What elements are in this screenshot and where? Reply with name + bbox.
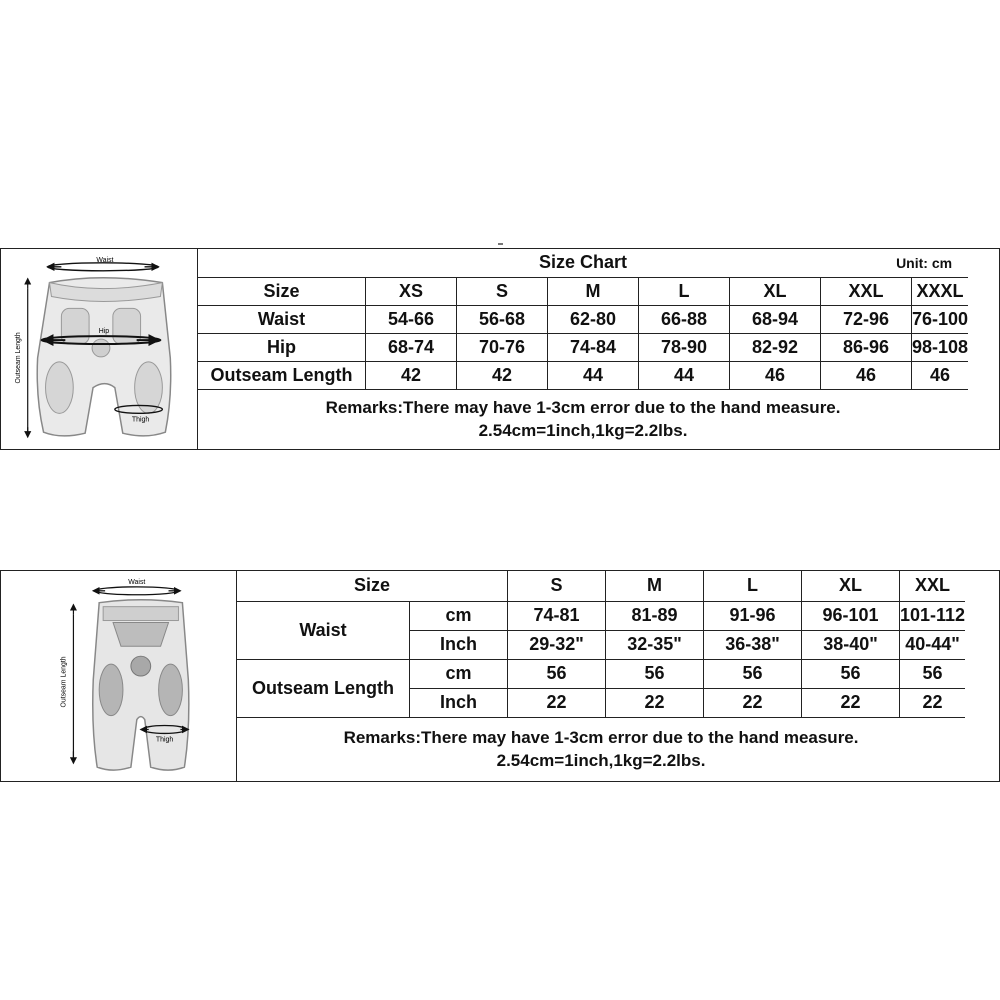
table-cell: 56-68 [457,305,548,333]
unit-cell: Inch [410,630,508,659]
header-cell: XXL [900,571,966,601]
unit-cell: cm [410,601,508,630]
header-cell: XXXL [912,277,969,305]
table-cell: 56 [802,659,900,688]
table-cell: 46 [730,361,821,389]
conversion-text: 2.54cm=1inch,1kg=2.2lbs. [496,751,706,771]
table-cell: 66-88 [639,305,730,333]
table-cell: 56 [704,659,802,688]
table-cell: 54-66 [366,305,457,333]
remarks-text: Remarks:There may have 1-3cm error due to the hand measure. [343,728,859,748]
table-cell: 101-112 [900,601,966,630]
table-header-row [198,277,969,305]
table-cell: 22 [508,688,606,717]
table-cell: 56 [508,659,606,688]
table-cell: 32-35" [606,630,704,659]
size-table-1 [197,249,968,449]
thigh-figure-label: Thigh [131,416,150,424]
table-cell: 29-32" [508,630,606,659]
size-table-2 [236,571,965,781]
table-cell: 22 [704,688,802,717]
measurement-figure-1 [1,249,198,449]
conversion-text: 2.54cm=1inch,1kg=2.2lbs. [478,421,688,441]
table-cell: 70-76 [457,333,548,361]
table-cell: 38-40" [802,630,900,659]
table-row [198,361,969,389]
header-cell: XL [802,571,900,601]
header-cell: L [704,571,802,601]
row-label: Waist [198,305,366,333]
table-cell: 22 [802,688,900,717]
remarks-cell [198,389,969,449]
table-cell: 44 [639,361,730,389]
table-cell: 78-90 [639,333,730,361]
thigh-figure-label: Thigh [155,736,174,744]
table-cell: 46 [821,361,912,389]
header-cell: L [639,277,730,305]
outseam-figure-label: Outseam Length [60,656,68,708]
table-title-cell [198,249,969,277]
unit-cell: cm [410,659,508,688]
row-group-label: Waist [237,601,410,659]
table-cell: 68-94 [730,305,821,333]
header-cell: Size [198,277,366,305]
table-cell: 46 [912,361,969,389]
table-row [237,659,966,688]
header-cell: XXL [821,277,912,305]
table-cell: 91-96 [704,601,802,630]
table-cell: 42 [457,361,548,389]
hip-protector-shorts-icon [1,249,197,449]
measurement-figure-2 [1,571,237,781]
table-cell: 81-89 [606,601,704,630]
header-cell: XS [366,277,457,305]
table-cell: 42 [366,361,457,389]
table-cell: 56 [606,659,704,688]
remarks-cell [237,717,966,781]
header-cell: Size [237,571,508,601]
table-cell: 68-74 [366,333,457,361]
table-header-row [237,571,966,601]
table-cell: 22 [606,688,704,717]
unit-label: Unit: cm [896,255,953,271]
table-cell: 72-96 [821,305,912,333]
table-cell: 76-100 [912,305,969,333]
table-cell: 86-96 [821,333,912,361]
size-chart-2 [0,570,1000,782]
size-chart-1 [0,248,1000,450]
header-cell: S [508,571,606,601]
table-title: Size Chart [539,252,628,273]
row-label: Hip [198,333,366,361]
table-row [237,601,966,630]
outseam-figure-label: Outseam Length [14,332,22,384]
header-cell: S [457,277,548,305]
remarks-text: Remarks:There may have 1-3cm error due to the hand measure. [325,398,841,418]
table-cell: 74-84 [548,333,639,361]
table-cell: 62-80 [548,305,639,333]
header-cell: XL [730,277,821,305]
table-cell: 40-44" [900,630,966,659]
table-cell: 36-38" [704,630,802,659]
table-cell: 56 [900,659,966,688]
hip-figure-label: Hip [98,328,110,336]
table-cell: 44 [548,361,639,389]
waist-figure-label: Waist [96,256,114,264]
stray-mark [498,243,503,245]
waist-figure-label: Waist [128,578,146,586]
row-group-label: Outseam Length [237,659,410,717]
table-row [198,305,969,333]
header-cell: M [548,277,639,305]
row-label: Outseam Length [198,361,366,389]
table-cell: 82-92 [730,333,821,361]
table-row [198,333,969,361]
unit-cell: Inch [410,688,508,717]
table-cell: 98-108 [912,333,969,361]
header-cell: M [606,571,704,601]
padded-shorts-icon [1,571,236,781]
table-cell: 22 [900,688,966,717]
table-cell: 74-81 [508,601,606,630]
table-cell: 96-101 [802,601,900,630]
